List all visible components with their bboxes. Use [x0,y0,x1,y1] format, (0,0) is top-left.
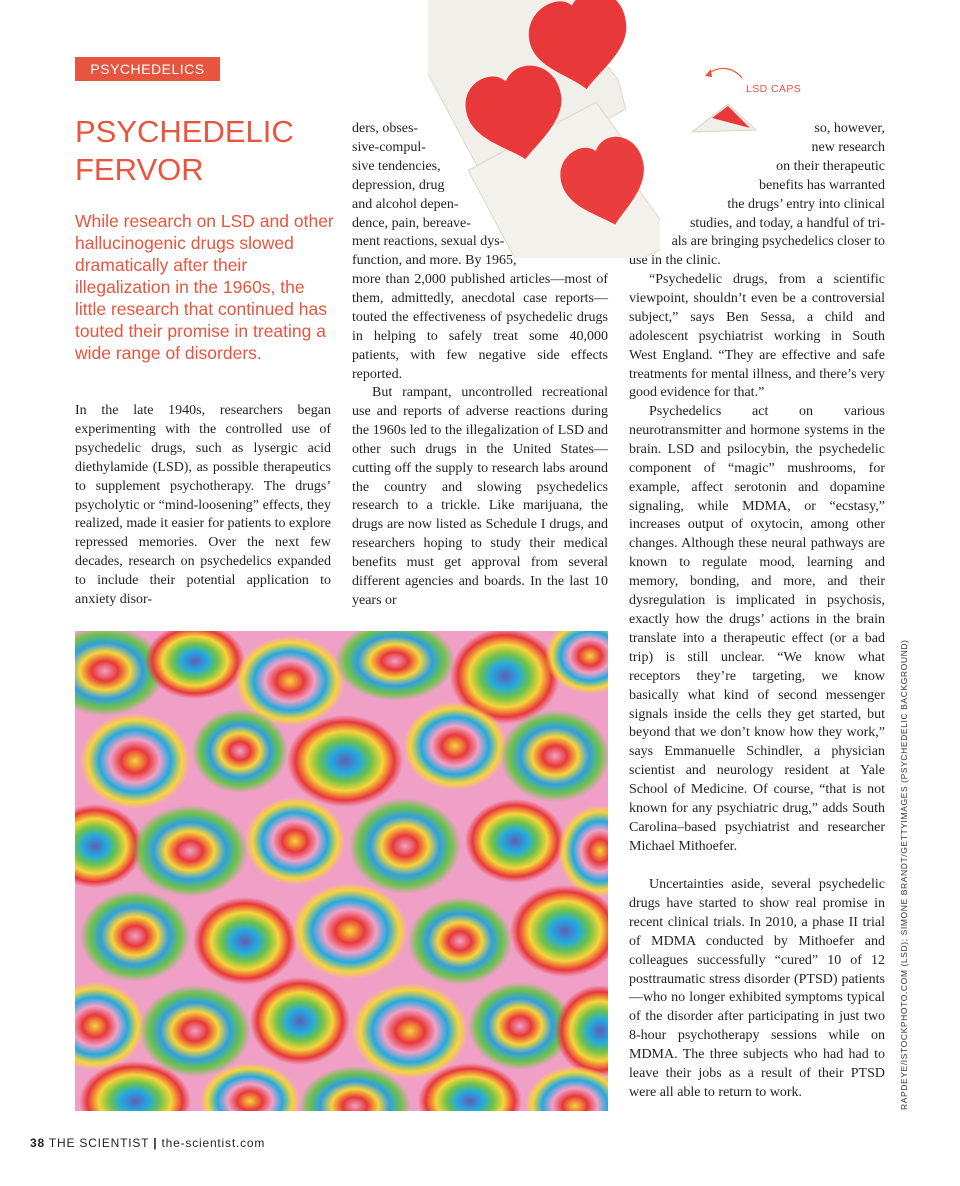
footer-separator: | [153,1136,158,1150]
col2-wrap-line: depression, drug [352,177,445,193]
col3-paragraph-2: “Psychedelic drugs, from a scientific viewpoint, shouldn’t even be a controversial subject,” says Ben Sessa, a child and adolescent psychiatrist working in South West England. “They are effective and safe treatments for mental illness, and there’s very good evidence for that.” [629,272,885,401]
magazine-name: THE SCIENTIST [48,1136,150,1150]
col1-paragraph-1: In the late 1940s, researchers began experimenting with the controlled use of psychedelic drugs, such as lysergic acid diethylamide (LSD), as possible therapeutics to supplement psychotherapy. The drugs’ psycholytic or “mind-loosening” effects, they realized, made it easier for patients to explore repressed memories. Over the next few decades, research on psychedelics expanded to include their potential application to anxiety disor- [75,403,331,608]
col2-wrap-line: function, and more. By 1965, [352,253,517,269]
col2-paragraph-1: more than 2,000 published articles—most of them, admittedly, anecdotal case reports—touted the effectiveness of psychedelic drugs in helping to safely treat some 40,000 patients, with few negative side effects reported. [352,272,608,382]
psychedelic-background-image [75,631,608,1111]
col2-wrap-line: ment reactions, sexual dys- [352,234,505,250]
col3-paragraph-3: Psychedelics act on various neurotransmitter and hormone systems in the brain. LSD and psilocybin, the psychedelic component of “magic” mushrooms, for example, affect serotonin and dopamine signaling, while MDMA, or “ecstasy,” increases output of oxytocin, among other changes. Although these neural pathways are known to regulate mood, learning and memory, bonding, and more, and their dysregulation is implicated in psychosis, exactly how the drugs’ actions in the brain translate into a therapeutic effect (or a bad trip) is still unclear. “We know what receptors they’re targeting, we know basically what kind of second messenger signals inside the cells they get started, but beyond that we don’t know how they work,” says Emmanuelle Schindler, a physician scientist and neurology resident at Yale School of Medicine. Of course, “that is not known for any psychiatric drug,” adds South Carolina–based psychiatrist and researcher Michael Mithoefer. [629,404,885,854]
col3-wrap-line: studies, and today, a handful of tri- [689,215,885,231]
col2-wrap-line: dence, pain, bereave- [352,215,471,231]
col3-wrap-line: on their therapeutic [776,158,885,174]
col2-wrap-line: sive-compul- [352,139,426,155]
image-label: LSD CAPS [746,83,802,95]
section-tag: PSYCHEDELICS [75,57,220,81]
page-number: 38 [30,1136,45,1150]
col2-wrap-line: ders, obses- [352,121,419,136]
col2-paragraph-2: But rampant, uncontrolled recreational use and reports of adverse reactions during the 1960s led to the illegalization of LSD and other such drugs in the United States—cutting off the supply to research labs around the country and slowing psychedelics research to a trickle. Like marijuana, the drugs are now listed as Schedule I drugs, and researchers hoping to study their medical benefits must get approval from several different agencies and boards. In the last 10 years or [352,385,608,608]
col3-wrap-line: so, however, [814,121,885,136]
col2-wrap-line: sive tendencies, [352,158,441,174]
article-deck: While research on LSD and other hallucinogenic drugs slowed dramatically after their illegalization in the 1960s, the little research that continued has touted their promise in treating a wide range of disorders. [75,211,334,363]
page-footer [30,1136,265,1150]
lsd-cap-piece-image [690,100,760,150]
lsd-tickets-image [428,0,660,258]
title-line-2: FERVOR [75,152,204,187]
col2-wrap-line: and alcohol depen- [352,196,459,212]
article-title [75,113,345,189]
col3-paragraph-4: Uncertainties aside, several psychedelic drugs have started to show real promise in recent clinical trials. In 2010, a phase II trial of MDMA conducted by Mithoefer and colleagues successfully “cured” 10 of 12 posttraumatic stress disorder (PTSD) patients—who no longer exhibited symptoms typical of the disorder after participating in just two 8-hour psychotherapy sessions while on MDMA. The three subjects who had had to leave their jobs as a result of their PTSD were all able to return to work. [629,877,885,1100]
col3-wrap-line: new research [811,139,885,155]
col3-wrap-line: the drugs’ entry into clinical [727,196,885,212]
curved-arrow-icon [702,64,746,82]
title-line-1: PSYCHEDELIC [75,114,294,149]
col3-wrap-line: benefits has warranted [759,177,885,193]
magazine-url: the-scientist.com [161,1136,266,1150]
photo-credit: RAPDEYE/ISTOCKPHOTO.COM (LSD); SIMONE BRANDT/GETTYIMAGES (PSYCHEDELIC BACKGROUND) [899,639,909,1110]
col3-paragraph-1: use in the clinic. [629,253,721,268]
col3-wrap-line: als are bringing psychedelics closer to [671,234,885,250]
